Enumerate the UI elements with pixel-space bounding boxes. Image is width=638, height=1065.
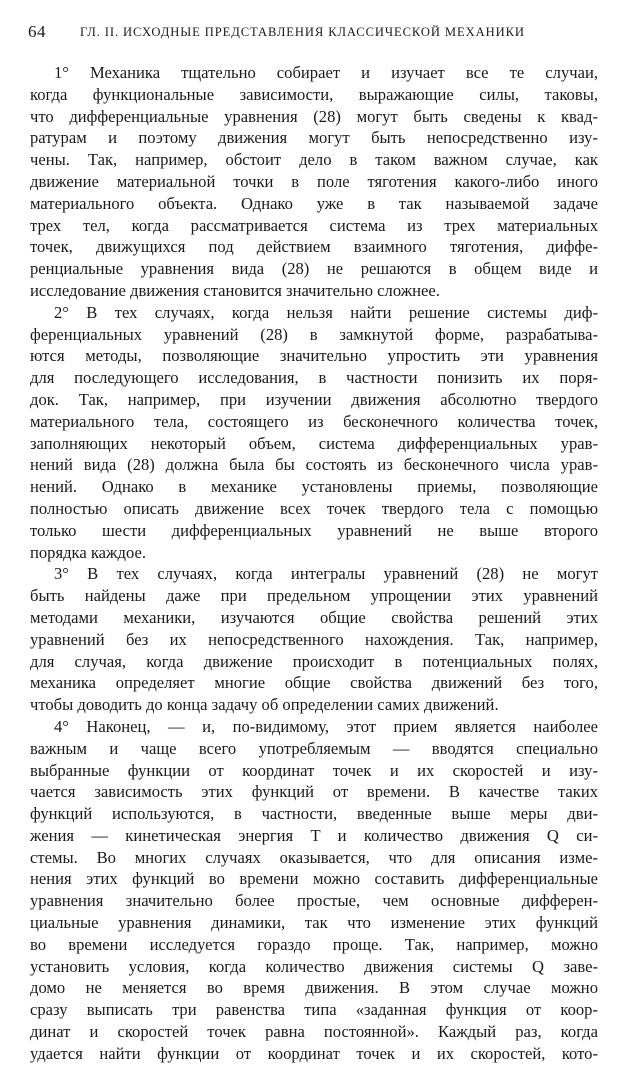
- text-line: удается найти функции от координат точек и их скоростей, кото-: [30, 1043, 598, 1063]
- text-line: 3° В тех случаях, когда интегралы уравнений (28) не могут: [54, 564, 598, 584]
- text-line: динат и скоростей точек равна постоянной». Каждый раз, когда: [30, 1022, 598, 1042]
- text-line: во времени исследуется гораздо проще. Так, например, можно: [30, 934, 598, 954]
- text-line: чены. Так, например, обстоит дело в таком важном случае, как: [30, 150, 598, 170]
- text-line: уравнений без их непосредственного нахождения. Так, например,: [30, 629, 598, 649]
- text-line: нения этих функций во времени можно составить дифференциальные: [30, 869, 598, 889]
- text-line: 1° Механика тщательно собирает и изучает все те случаи,: [54, 63, 598, 82]
- text-line: стемы. Во многих случаях оказывается, что для описания изме-: [30, 847, 598, 867]
- page-header: [28, 22, 600, 46]
- text-line: ренциальные уравнения вида (28) не решаются в общем виде и: [30, 259, 598, 279]
- text-line: только шести дифференциальных уравнений не выше второго: [30, 520, 598, 540]
- text-line: жения — кинетическая энергия T и количество движения Q си-: [30, 825, 598, 845]
- text-line: ются методы, позволяющие значительно упростить эти уравнения: [30, 346, 598, 366]
- text-line: когда функциональные зависимости, выражающие силы, таковы,: [30, 84, 598, 104]
- text-line: трех тел, когда рассматривается система из трех материальных: [30, 215, 598, 235]
- text-line: циальные уравнения динамики, так что изменение этих функций: [30, 913, 598, 933]
- text-line: выбранные функции от координат точек и их скоростей и изу-: [30, 760, 598, 780]
- text-line: чается зависимость этих функций от времени. В качестве таких: [30, 782, 598, 802]
- text-line: нений. Однако в механике установлены приемы, позволяющие: [30, 477, 598, 497]
- text-line: важным и чаще всего употребляемым — вводятся специально: [30, 738, 598, 758]
- text-line: что дифференциальные уравнения (28) могут быть сведены к квад-: [30, 106, 598, 126]
- text-line: материального тела, состоящего из бесконечного количества точек,: [30, 411, 598, 431]
- text-line: чтобы доводить до конца задачу об определении самих движений.: [30, 695, 499, 715]
- text-line: нений вида (28) должна была бы состоять из бесконечного числа урав-: [30, 455, 598, 475]
- text-line: быть найдены даже при предельном упрощении этих уравнений: [30, 586, 598, 606]
- text-line: уравнения значительно более простые, чем основные дифферен-: [30, 891, 598, 911]
- text-line: порядка каждое.: [30, 542, 146, 562]
- body-text: [30, 62, 598, 1065]
- text-line: установить условия, когда количество движения системы Q заве-: [30, 956, 598, 976]
- text-line: сразу выписать три равенства типа «заданная функция от коор-: [30, 1000, 598, 1020]
- text-line: точек, движущихся под действием взаимного тяготения, диффе-: [30, 237, 598, 257]
- text-line: домо не меняется во время движения. В этом случае можно: [30, 978, 598, 998]
- text-line: ференциальных уравнений (28) в замкнутой форме, разрабатыва-: [30, 324, 598, 344]
- text-line: движение материальной точки в поле тяготения какого-либо иного: [30, 171, 598, 191]
- text-line: функций используются, в частности, введенные выше меры дви-: [30, 804, 598, 824]
- text-line: для последующего исследования, в частности понизить их поря-: [30, 368, 598, 388]
- text-line: исследование движения становится значительно сложнее.: [30, 280, 440, 300]
- text-line: ратурам и поэтому движения могут быть непосредственно изу-: [30, 128, 598, 148]
- text-line: 2° В тех случаях, когда нельзя найти решение системы диф-: [54, 302, 598, 322]
- text-line: док. Так, например, при изучении движения абсолютно твердого: [30, 389, 598, 409]
- text-line: методами механики, изучаются общие свойства решений этих: [30, 607, 598, 627]
- text-line: 4° Наконец, — и, по-видимому, этот прием является наиболее: [54, 716, 598, 736]
- text-line: заполняющих некоторый объем, система дифференциальных урав-: [30, 433, 598, 453]
- running-head: ГЛ. II. ИСХОДНЫЕ ПРЕДСТАВЛЕНИЯ КЛАССИЧЕСКОЙ МЕХАНИКИ: [80, 25, 525, 39]
- text-line: полностью описать движение всех точек твердого тела с помощью: [30, 498, 598, 518]
- text-line: для случая, когда движение происходит в потенциальных полях,: [30, 651, 598, 671]
- text-line: механика определяет многие общие свойства движений без того,: [30, 673, 598, 693]
- page-number: 64: [28, 22, 46, 41]
- text-line: материального объекта. Однако уже в так называемой задаче: [30, 193, 598, 213]
